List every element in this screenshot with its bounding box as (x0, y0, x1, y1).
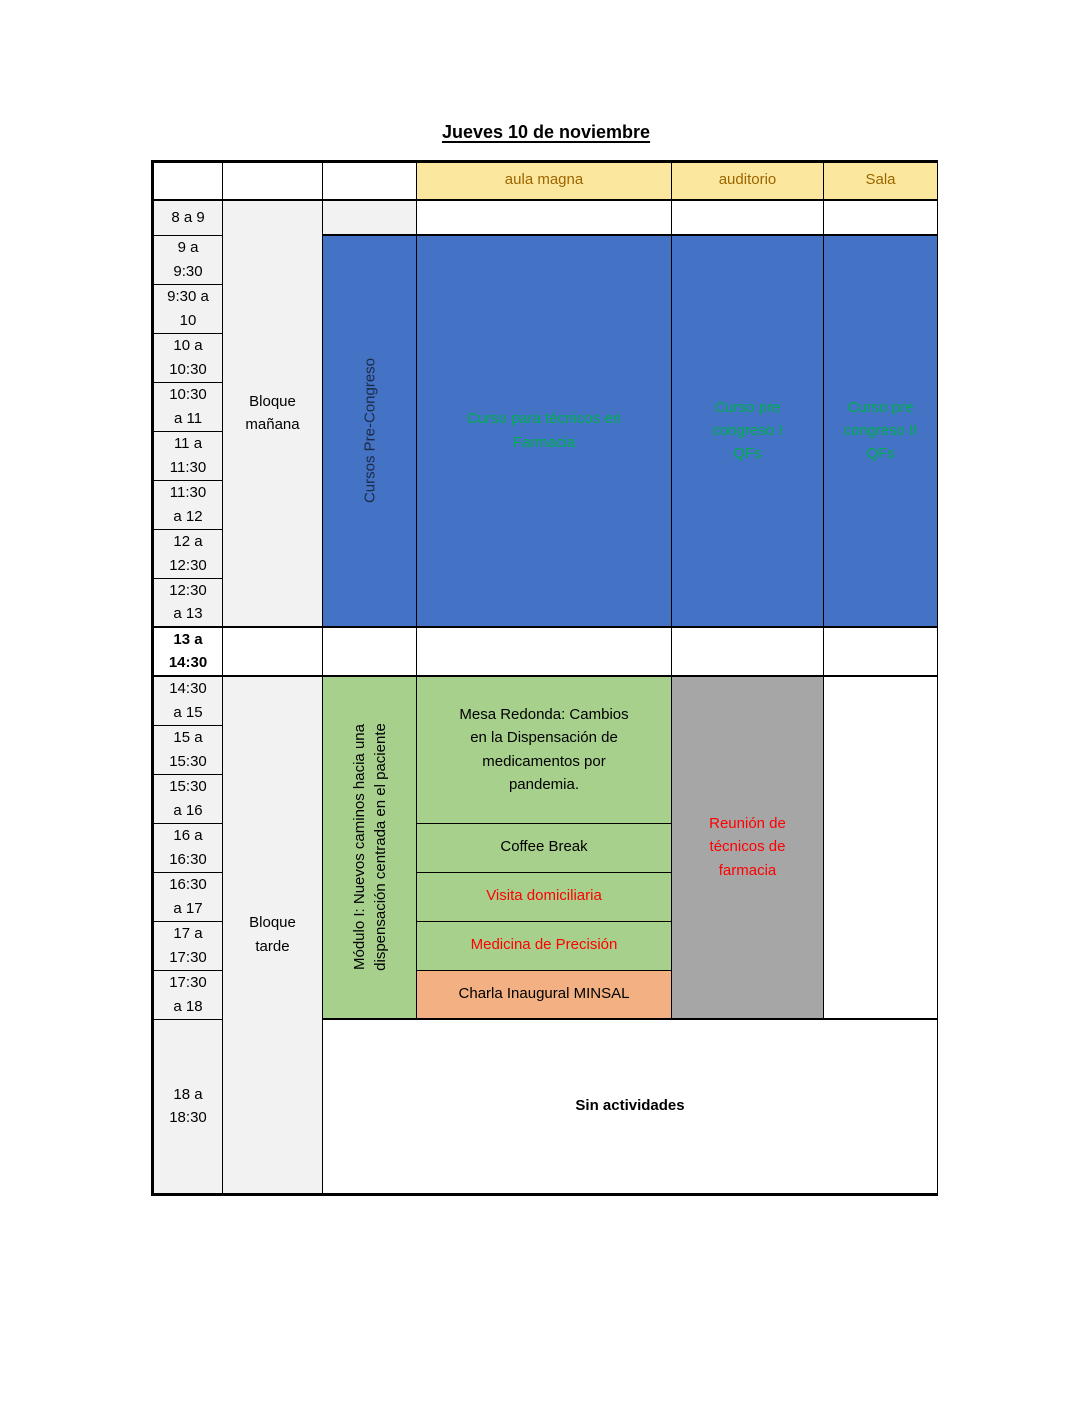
cursos-pre-congreso-label: Cursos Pre-Congreso (361, 358, 378, 504)
time-slot-label: 10 a 10:30 (169, 337, 207, 378)
time-slot-cell (154, 285, 223, 334)
bloque-manana-label: Bloque mañana (245, 392, 300, 434)
time-slot-label: 18 a 18:30 (169, 1085, 207, 1127)
time-slot-label: 10:30 a 11 (169, 386, 207, 427)
time-slot-label: 11:30 a 12 (169, 484, 207, 525)
reunion-tecnicos-label: Reunión de técnicos de farmacia (709, 815, 786, 879)
curso-pre-congreso-2-cell (824, 236, 937, 628)
bloque-tarde-cell (223, 677, 323, 1193)
modulo-i-track-cell (323, 677, 417, 1020)
time-slot-label: 12:30 a 13 (169, 581, 207, 623)
curso-tecnicos-label: Curso para técnicos en Farmacia (466, 410, 622, 451)
time-slot-label: 13 a 14:30 (168, 630, 208, 672)
header-cell-sala: Sala (824, 163, 937, 201)
time-slot-cell (154, 530, 223, 579)
header-empty-cell (154, 163, 223, 201)
lunch-empty-cell (824, 628, 937, 677)
sin-actividades-cell (323, 1020, 937, 1193)
modulo-i-label: Módulo I: Nuevos caminos hacia una dispensación centrada en el paciente (350, 723, 389, 971)
time-slot-cell (154, 824, 223, 873)
time-slot-cell (154, 432, 223, 481)
header-empty-cell (323, 163, 417, 201)
time-slot-label: 8 a 9 (171, 208, 205, 226)
mesa-redonda-label: Mesa Redonda: Cambios en la Dispensación de medicamentos por pandemia. (459, 706, 629, 793)
time-slot-cell-lunch (154, 628, 223, 677)
curso-tecnicos-cell (417, 236, 672, 628)
curso-pre-congreso-1-label: Curso pre congreso I QFs (712, 398, 783, 463)
bloque-manana-cell (223, 201, 323, 628)
sala-early-empty-cell (824, 201, 937, 236)
time-slot-label: 9:30 a 10 (167, 288, 209, 329)
auditorio-early-empty-cell (672, 201, 824, 236)
lunch-empty-cell (323, 628, 417, 677)
time-slot-cell (154, 873, 223, 922)
coffee-break-cell (417, 824, 672, 873)
time-slot-label: 15:30 a 16 (169, 778, 207, 819)
lunch-empty-cell (223, 628, 323, 677)
time-slot-cell (154, 579, 223, 628)
charla-minsal-cell (417, 971, 672, 1020)
visita-domiciliaria-label: Visita domiciliaria (486, 887, 602, 905)
curso-pre-congreso-2-label: Curso pre congreso II QFs (843, 398, 918, 463)
lunch-empty-cell (672, 628, 824, 677)
time-slot-cell (154, 334, 223, 383)
aula-magna-early-empty-cell (417, 201, 672, 236)
time-slot-cell (154, 677, 223, 726)
time-slot-cell (154, 236, 223, 285)
time-slot-label: 17:30 a 18 (169, 974, 207, 1015)
time-slot-cell (154, 201, 223, 236)
charla-minsal-label: Charla Inaugural MINSAL (458, 984, 630, 1002)
time-slot-cell (154, 1020, 223, 1193)
track-empty-cell (323, 201, 417, 236)
time-slot-cell (154, 383, 223, 432)
page-title: Jueves 10 de noviembre (441, 122, 651, 142)
medicina-precision-label: Medicina de Precisión (470, 936, 618, 954)
mesa-redonda-cell (417, 677, 672, 824)
header-cell-auditorio: auditorio (672, 163, 824, 201)
lunch-empty-cell (417, 628, 672, 677)
coffee-break-label: Coffee Break (500, 838, 588, 856)
header-cell-aula-magna: aula magna (417, 163, 672, 201)
sin-actividades-label: Sin actividades (575, 1096, 685, 1114)
time-slot-cell (154, 481, 223, 530)
time-slot-label: 14:30 a 15 (169, 680, 207, 721)
header-empty-cell (223, 163, 323, 201)
curso-pre-congreso-1-cell (672, 236, 824, 628)
schedule-table (151, 160, 938, 1196)
time-slot-cell (154, 971, 223, 1020)
bloque-tarde-label: Bloque tarde (249, 914, 296, 955)
visita-domiciliaria-cell (417, 873, 672, 922)
time-slot-cell (154, 775, 223, 824)
time-slot-label: 15 a 15:30 (169, 729, 207, 770)
time-slot-label: 12 a 12:30 (169, 533, 207, 574)
reunion-tecnicos-cell (672, 677, 824, 1020)
time-slot-cell (154, 922, 223, 971)
time-slot-cell (154, 726, 223, 775)
time-slot-label: 9 a 9:30 (173, 239, 203, 280)
time-slot-label: 16 a 16:30 (169, 827, 207, 868)
medicina-precision-cell (417, 922, 672, 971)
time-slot-label: 17 a 17:30 (169, 925, 207, 966)
sala-afternoon-empty-cell (824, 677, 937, 1020)
time-slot-label: 11 a 11:30 (169, 435, 207, 476)
time-slot-label: 16:30 a 17 (169, 876, 207, 917)
cursos-pre-congreso-track-cell (323, 236, 417, 628)
